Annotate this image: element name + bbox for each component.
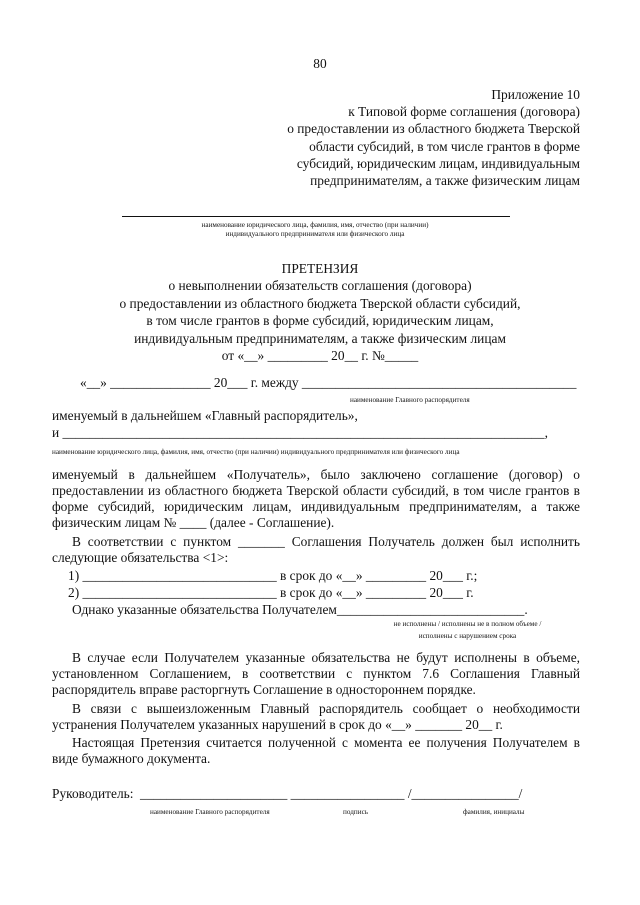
paragraph-obligations: В соответствии с пунктом _______ Соглашения Получатель должен был исполнить следующие обязательства <1>: [52, 534, 580, 565]
signature-label: Руководитель: [52, 786, 134, 801]
claim-subtitle-line: о предоставлении из областного бюджета Тверской области субсидий, [119, 295, 521, 311]
addressee-line [122, 216, 510, 217]
claim-subtitle-line: в том числе грантов в форме субсидий, юридическим лицам, [146, 313, 494, 329]
signature-hint-name: фамилия, инициалы [463, 808, 525, 816]
paragraph-termination: В случае если Получателем указанные обязательства не будут исполнены в объеме, установленном Соглашением, в соответствии с пунктом 7.6 Соглашения Главный распорядитель вправе расторгнуть Соглашение в одностороннем порядке. [52, 650, 580, 697]
addressee-hint-line: наименование юридического лица, фамилия, имя, отчество (при наличии) [201, 221, 429, 229]
claim-title: ПРЕТЕНЗИЯ [281, 261, 359, 276]
appendix-line: к Типовой форме соглашения (договора) [348, 104, 580, 120]
claim-title-block [50, 260, 590, 364]
parties-date-line: «__» _______________ 20___ г. между _________________________________________ [80, 375, 577, 390]
however-hint-line: исполнены с нарушением срока [418, 632, 517, 640]
signature-hint-gr: наименование Главного распорядителя [150, 808, 270, 816]
gr-named-text: именуемый в дальнейшем «Главный распорядитель», [52, 408, 358, 423]
recipient-hint: наименование юридического лица, фамилия, имя, отчество (при наличии) индивидуального предпринимателя или физического лица [52, 448, 460, 456]
appendix-line: предпринимателям, а также физическим лицам [310, 173, 580, 189]
signature-line: ______________________ _________________ /________________/ [140, 786, 523, 801]
claim-subtitle-line: о невыполнении обязательств соглашения (договора) [168, 278, 472, 294]
appendix-line: о предоставлении из областного бюджета Тверской [287, 121, 580, 137]
addressee-hint [100, 221, 530, 239]
appendix-line: области субсидий, в том числе грантов в форме [309, 138, 580, 154]
gr-name-hint: наименование Главного распорядителя [350, 396, 470, 404]
recipient-line: и ________________________________________________________________________, [52, 425, 548, 440]
page-number: 80 [313, 56, 327, 71]
paragraph-agreement: именуемый в дальнейшем «Получатель», было заключено соглашение (договор) о предоставлении из областного бюджета Тверской области субсидий, в том числе грантов в форме субсидий, юридическим лицам, индивидуальным предпринимателям, а также физическим лицам № ____ (далее - Соглашение). [52, 467, 580, 530]
paragraph-remedy: В связи с вышеизложенным Главный распорядитель сообщает о необходимости устранения Получателем указанных нарушений в срок до «__» _______ 20__ г. [52, 701, 580, 732]
appendix-line: Приложение 10 [491, 87, 580, 102]
appendix-header [240, 86, 580, 189]
claim-subtitle-line: индивидуальным предпринимателям, а также физическим лицам [134, 330, 506, 346]
however-hint-line: не исполнены / исполнены не в полном объеме / [393, 620, 542, 628]
appendix-line: субсидий, юридическим лицам, индивидуальным [296, 155, 580, 171]
paragraph-receipt: Настоящая Претензия считается полученной с момента ее получения Получателем в виде бумажного документа. [52, 735, 580, 766]
signature-hint-sign: подпись [343, 808, 369, 816]
addressee-hint-line: индивидуального предпринимателя или физического лица [225, 230, 405, 238]
claim-date-line: от «__» _________ 20__ г. №_____ [221, 348, 419, 364]
however-hint [360, 618, 575, 642]
obligation-item: 2) _____________________________ в срок до «__» _________ 20___ г. [68, 585, 474, 600]
however-line: Однако указанные обязательства Получателем____________________________. [72, 602, 528, 617]
obligation-item: 1) _____________________________ в срок до «__» _________ 20___ г.; [68, 568, 478, 583]
